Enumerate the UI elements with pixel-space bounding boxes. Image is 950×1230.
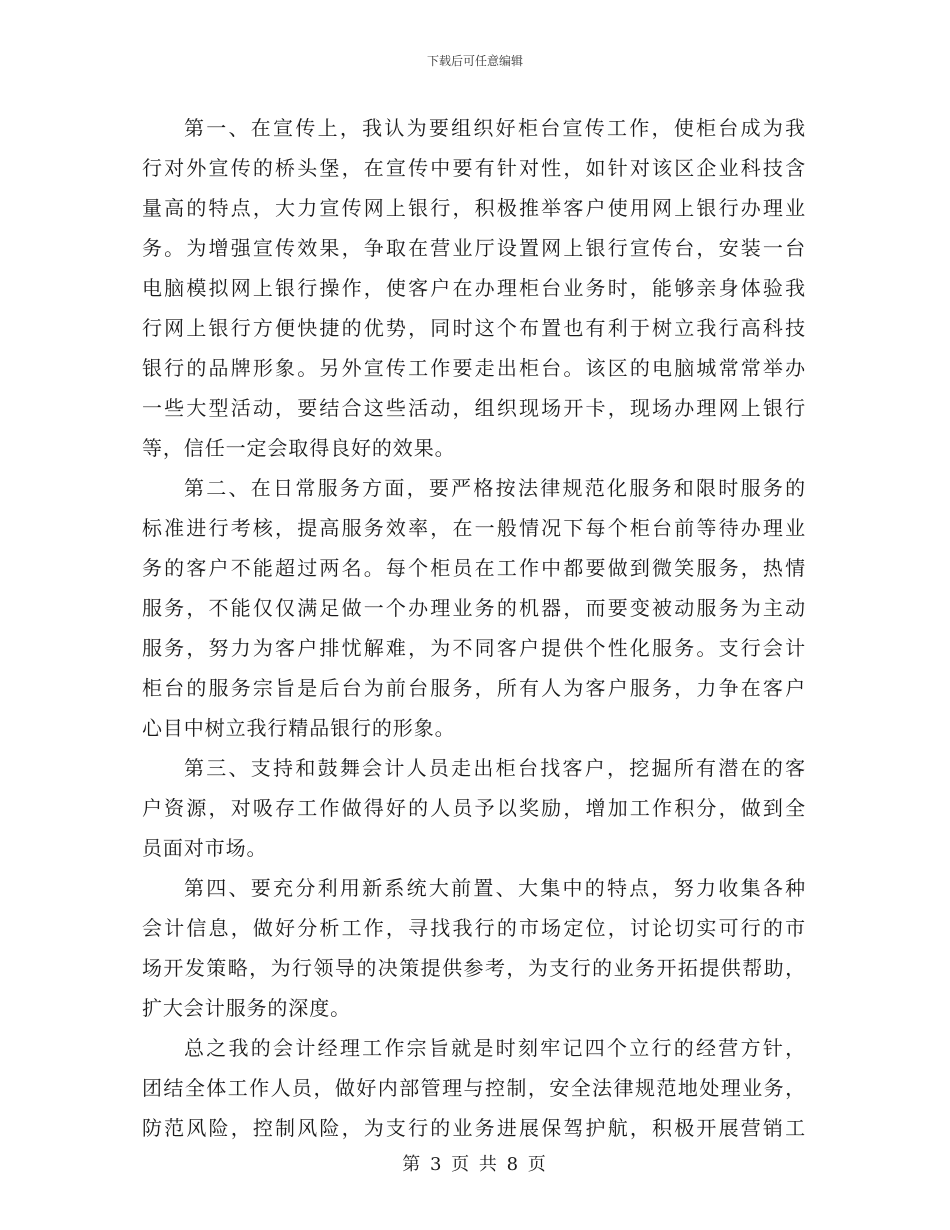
paragraph-line: 行对外宣传的桥头堡，在宣传中要有针对性，如针对该区企业科技含 — [142, 156, 806, 180]
paragraph-new-system — [142, 868, 806, 1028]
paragraph-line: 第二、在日常服务方面，要严格按法律规范化服务和限时服务的 — [184, 476, 806, 500]
paragraph-line: 扩大会计服务的深度。 — [142, 996, 351, 1020]
paragraph-line: 柜台的服务宗旨是后台为前台服务，所有人为客户服务，力争在客户 — [142, 676, 806, 700]
paragraph-line: 标准进行考核，提高服务效率，在一般情况下每个柜台前等待办理业 — [142, 516, 806, 540]
paragraph-line: 服务，努力为客户排忧解难，为不同客户提供个性化服务。支行会计 — [142, 636, 806, 660]
paragraph-line: 第三、支持和鼓舞会计人员走出柜台找客户，挖掘所有潜在的客 — [184, 756, 806, 780]
paragraph-line: 行网上银行方便快捷的优势，同时这个布置也有利于树立我行高科技 — [142, 316, 806, 340]
paragraph-publicity — [142, 108, 806, 468]
document-body — [142, 108, 806, 1148]
paragraph-summary — [142, 1028, 806, 1148]
paragraph-line: 场开发策略，为行领导的决策提供参考，为支行的业务开拓提供帮助， — [142, 956, 806, 980]
paragraph-line: 务。为增强宣传效果，争取在营业厅设置网上银行宣传台，安装一台 — [142, 236, 806, 260]
paragraph-line: 务的客户不能超过两名。每个柜员在工作中都要做到微笑服务，热情 — [142, 556, 806, 580]
paragraph-line: 等，信任一定会取得良好的效果。 — [142, 436, 456, 460]
paragraph-line: 银行的品牌形象。另外宣传工作要走出柜台。该区的电脑城常常举办 — [142, 356, 806, 380]
paragraph-line: 一些大型活动，要结合这些活动，组织现场开卡，现场办理网上银行 — [142, 396, 806, 420]
paragraph-customer-outreach — [142, 748, 806, 868]
paragraph-daily-service — [142, 468, 806, 748]
paragraph-line: 服务，不能仅仅满足做一个办理业务的机器，而要变被动服务为主动 — [142, 596, 806, 620]
paragraph-line: 防范风险，控制风险，为支行的业务进展保驾护航，积极开展营销工 — [142, 1116, 806, 1140]
paragraph-line: 总之我的会计经理工作宗旨就是时刻牢记四个立行的经营方针， — [184, 1036, 806, 1060]
paragraph-line: 心目中树立我行精品银行的形象。 — [142, 716, 456, 740]
paragraph-line: 户资源，对吸存工作做得好的人员予以奖励，增加工作积分，做到全 — [142, 796, 806, 820]
paragraph-line: 会计信息，做好分析工作，寻找我行的市场定位，讨论切实可行的市 — [142, 916, 806, 940]
paragraph-line: 电脑模拟网上银行操作，使客户在办理柜台业务时，能够亲身体验我 — [142, 276, 806, 300]
paragraph-line: 第一、在宣传上，我认为要组织好柜台宣传工作，使柜台成为我 — [184, 116, 806, 140]
paragraph-line: 团结全体工作人员，做好内部管理与控制，安全法律规范地处理业务， — [142, 1076, 806, 1100]
paragraph-line: 量高的特点，大力宣传网上银行，积极推举客户使用网上银行办理业 — [142, 196, 806, 220]
paragraph-line: 员面对市场。 — [142, 836, 268, 860]
page-number-footer: 第 3 页 共 8 页 — [402, 1154, 548, 1175]
page-header-note: 下载后可任意编辑 — [426, 54, 523, 68]
paragraph-line: 第四、要充分利用新系统大前置、大集中的特点，努力收集各种 — [184, 876, 806, 900]
